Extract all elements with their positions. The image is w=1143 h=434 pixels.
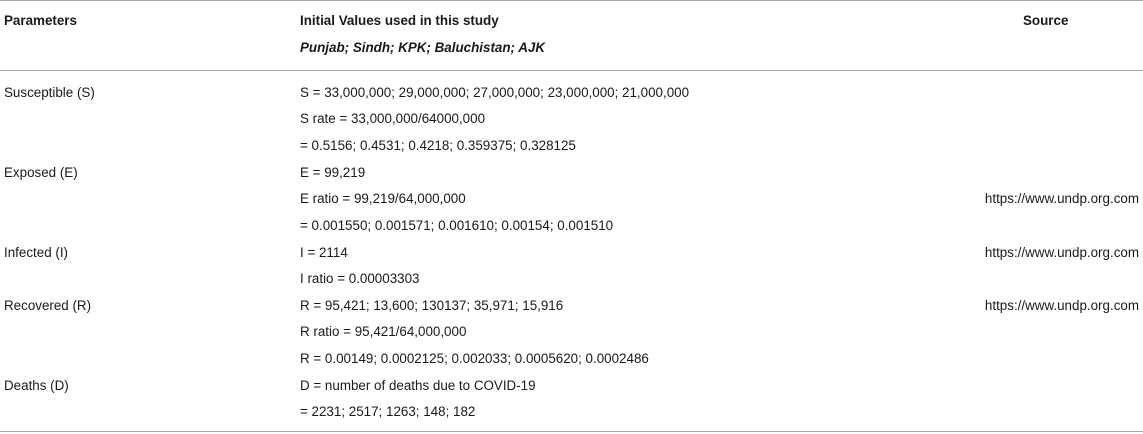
row-value: I = 2114 [300, 245, 348, 260]
row-value: E ratio = 99,219/64,000,000 [300, 191, 466, 206]
row-source-link: https://www.undp.org.com [984, 298, 1139, 313]
table-top-rule [0, 0, 1143, 1]
row-parameter-exposed: Exposed (E) [4, 165, 78, 180]
header-initial-values: Initial Values used in this study [300, 13, 499, 28]
row-source-link: https://www.undp.org.com [984, 191, 1139, 206]
header-source: Source [1023, 13, 1069, 28]
row-source-link: https://www.undp.org.com [984, 245, 1139, 260]
table-bottom-rule [0, 431, 1143, 432]
row-value: S rate = 33,000,000/64000,000 [300, 111, 486, 126]
header-rule [0, 70, 1143, 71]
row-value: = 0.5156; 0.4531; 0.4218; 0.359375; 0.328125 [300, 138, 576, 153]
row-value: E = 99,219 [300, 165, 366, 180]
row-value: S = 33,000,000; 29,000,000; 27,000,000; 23,000,000; 21,000,000 [300, 85, 690, 100]
row-value: R = 0.00149; 0.0002125; 0.002033; 0.0005620; 0.0002486 [300, 351, 649, 366]
row-value: R ratio = 95,421/64,000,000 [300, 324, 467, 339]
row-parameter-susceptible: Susceptible (S) [4, 85, 95, 100]
row-parameter-infected: Infected (I) [4, 245, 69, 260]
row-value: R = 95,421; 13,600; 130137; 35,971; 15,916 [300, 298, 564, 313]
header-parameters: Parameters [4, 13, 77, 28]
row-value: I ratio = 0.00003303 [300, 271, 420, 286]
row-parameter-recovered: Recovered (R) [4, 298, 92, 313]
header-regions: Punjab; Sindh; KPK; Baluchistan; AJK [300, 40, 546, 55]
row-parameter-deaths: Deaths (D) [4, 378, 69, 393]
row-value: = 2231; 2517; 1263; 148; 182 [300, 404, 476, 419]
row-value: D = number of deaths due to COVID-19 [300, 378, 536, 393]
row-value: = 0.001550; 0.001571; 0.001610; 0.00154; 0.001510 [300, 218, 614, 233]
